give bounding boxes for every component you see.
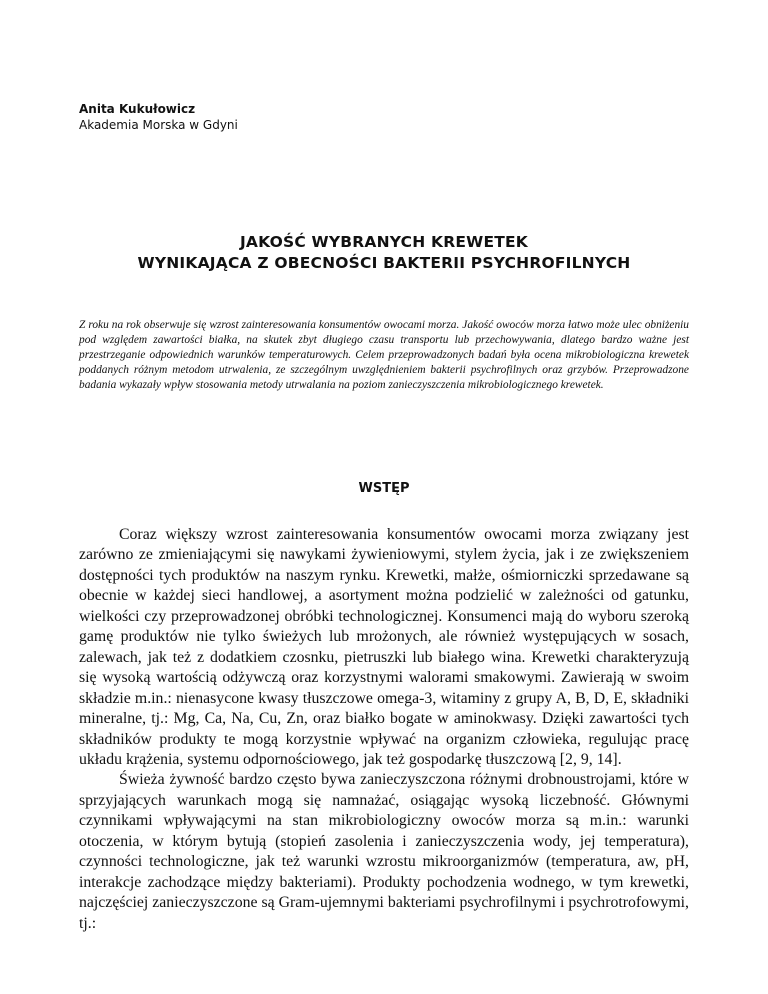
author-name: Anita Kukułowicz [79, 102, 196, 116]
paper-title-line-2: WYNIKAJĄCA Z OBECNOŚCI BAKTERII PSYCHROFILNYCH [137, 254, 631, 272]
author-affiliation: Akademia Morska w Gdyni [79, 118, 238, 132]
body-paragraph: Coraz większy wzrost zainteresowania konsumentów owocami morza związany jest zarówno ze zmieniającymi się nawykami żywieniowymi, stylem życia, jak i ze zwiększeniem dostępności tych produktów na naszym rynku. Krewetki, małże, ośmiorniczki sprzedawane są obecnie w każdej sieci handlowej, a asortyment można podzielić w zależności od gatunku, wielkości czy przeprowadzonej obróbki technologicznej. Konsumenci mają do wyboru szeroką gamę produktów nie tylko świeżych lub mrożonych, ale również występujących w sosach, zalewach, jak też z dodatkiem czosnku, pietruszki lub białego wina. Krewetki charakteryzują się wysoką wartością odżywczą oraz korzystnymi walorami smakowymi. Zawierają w swoim składzie m.in.: nienasycone kwasy tłuszczowe omega-3, witaminy z grupy A, B, D, E, składniki mineralne, tj.: Mg, Ca, Na, Cu, Zn, oraz białko bogate w aminokwasy. Dzięki zawartości tych składników produkty te mogą korzystnie wpływać na organizm człowieka, regulując pracę układu krążenia, systemu odpornościowego, jak też gospodarkę tłuszczową [2, 9, 14]. [79, 526, 689, 768]
paper-title-line-1: JAKOŚĆ WYBRANYCH KREWETEK [239, 233, 529, 251]
abstract: Z roku na rok obserwuje się wzrost zainteresowania konsumentów owocami morza. Jakość owoców morza łatwo może ulec obniżeniu pod względem zawartości białka, na skutek zbyt długiego czasu transportu lub przechowywania, dlatego bardzo ważne jest przestrzeganie odpowiednich warunków temperaturowych. Celem przeprowadzonych badań była ocena mikrobiologiczna krewetek poddanych różnym metodom utrwalenia, ze szczególnym uwzględnieniem bakterii psychrofilnych oraz grzybów. Przeprowadzone badania wykazały wpływ stosowania metody utrwalania na poziom zanieczyszczenia mikrobiologicznego krewetek. [79, 319, 689, 392]
body-paragraph: Świeża żywność bardzo często bywa zanieczyszczona różnymi drobnoustrojami, które w sprzyjających warunkach mogą się namnażać, osiągając wysoką liczebność. Głównymi czynnikami wpływającymi na stan mikrobiologiczny owoców morza są m.in.: warunki otoczenia, w którym bytują (stopień zasolenia i zanieczyszczenia wody, jej temperatura), czynności technologiczne, jak też warunki wzrostu mikroorganizmów (temperatura, aw, pH, interakcje zachodzące między bakteriami). Produkty pochodzenia wodnego, w tym krewetki, najczęściej zanieczyszczone są Gram-ujemnymi bakteriami psychrofilnymi i psychrotrofowymi, tj.: [79, 771, 689, 932]
section-heading: WSTĘP [358, 481, 410, 496]
author-block [79, 101, 238, 133]
paper-title [79, 232, 689, 274]
section-body [79, 525, 689, 934]
